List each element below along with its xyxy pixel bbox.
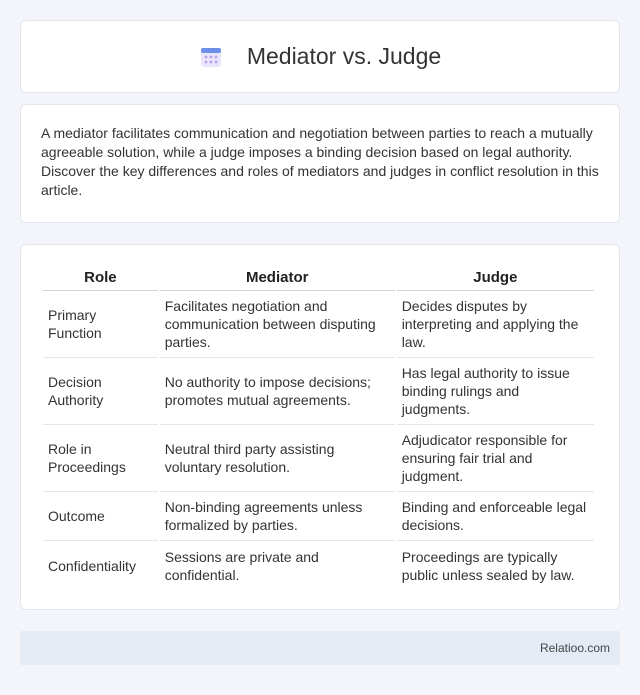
title-card (20, 20, 620, 93)
column-header-role: Role (43, 267, 158, 291)
cell-role: Confidentiality (48, 557, 136, 574)
cell-role: Primary Function (43, 291, 158, 358)
cell-judge: Binding and enforceable legal decisions. (397, 492, 594, 541)
cell-mediator: Neutral third party assisting voluntary resolution. (160, 425, 395, 492)
table-header-row (43, 267, 594, 291)
column-header-mediator: Mediator (160, 267, 395, 291)
comparison-table (41, 267, 596, 590)
cell-judge: Has legal authority to issue binding rulings and judgments. (397, 358, 594, 425)
column-header-judge: Judge (397, 267, 594, 291)
intro-paragraph: A mediator facilitates communication and negotiation between parties to reach a mutually agreeable solution, while a judge imposes a binding decision based on legal authority. Discover the key differences and roles of mediators and judges in conflict resolution in this article. (41, 125, 599, 198)
table-row (43, 291, 594, 358)
table-row (43, 541, 594, 590)
footer-brand: Relatioo.com (539, 641, 610, 655)
table-row (43, 425, 594, 492)
page-title: Mediator vs. Judge (246, 43, 442, 69)
cell-mediator: Facilitates negotiation and communication between disputing parties. (160, 291, 395, 358)
table-row (43, 358, 594, 425)
cell-mediator: Sessions are private and confidential. (164, 548, 319, 583)
table-row (43, 492, 594, 541)
calendar-grid-icon (199, 45, 223, 69)
cell-role: Role in Proceedings (43, 425, 158, 492)
cell-role: Decision Authority (43, 358, 158, 425)
intro-card (20, 104, 620, 223)
cell-mediator: No authority to impose decisions; promotes mutual agreements. (160, 358, 395, 425)
comparison-card (20, 244, 620, 610)
footer-bar (20, 631, 620, 665)
cell-mediator: Non-binding agreements unless formalized by parties. (160, 492, 395, 541)
cell-judge: Adjudicator responsible for ensuring fair trial and judgment. (397, 425, 594, 492)
cell-judge: Proceedings are typically public unless sealed by law. (401, 548, 575, 583)
cell-role: Outcome (43, 492, 158, 541)
cell-judge: Decides disputes by interpreting and applying the law. (397, 291, 594, 358)
